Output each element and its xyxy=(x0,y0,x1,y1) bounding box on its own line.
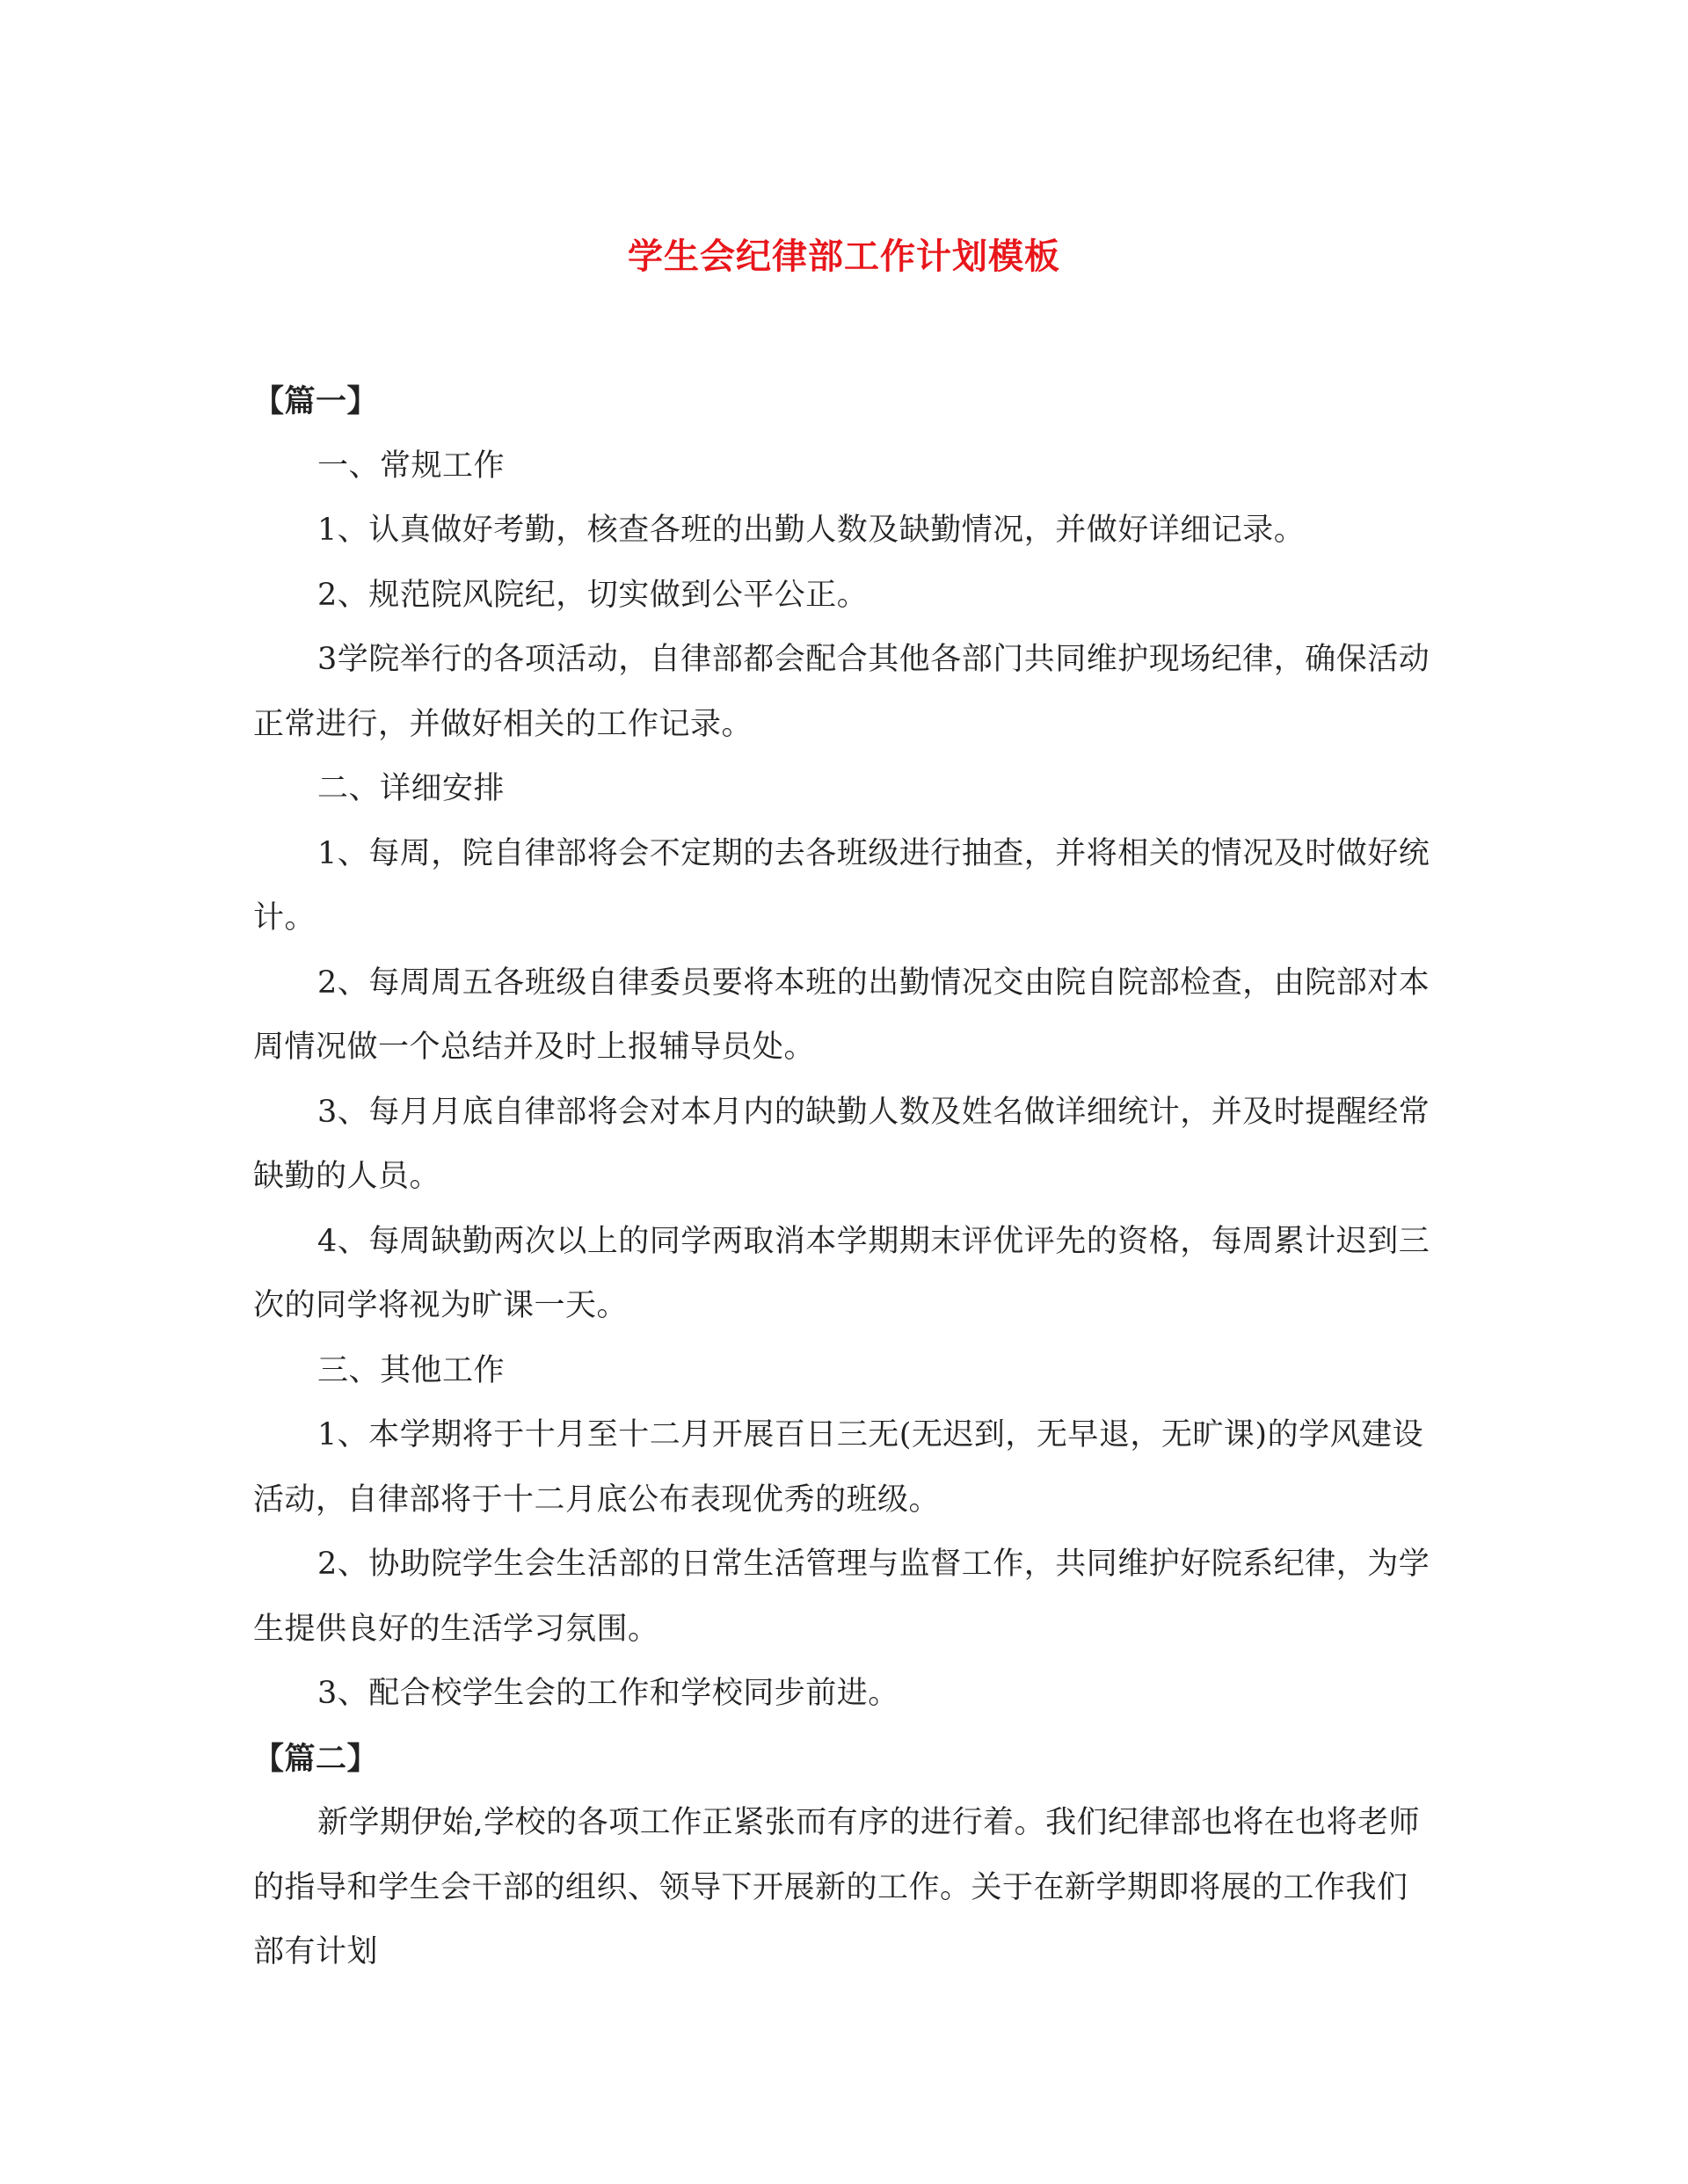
heading-detailed-arrangement: 二、详细安排 xyxy=(317,771,506,806)
paragraph-item: 3、每月月底自律部将会对本月内的缺勤人数及姓名做详细统计，并及时提醒经常缺勤的人员。 xyxy=(253,1094,1430,1194)
section-heading-part-two: 【篇二】 xyxy=(253,1740,379,1777)
paragraph-item: 2、规范院风院纪，切实做到公平公正。 xyxy=(317,577,869,613)
paragraph-item: 3学院举行的各项活动，自律部都会配合其他各部门共同维护现场纪律，确保活动正常进行，并做好相关的工作记录。 xyxy=(253,642,1430,742)
paragraph-item: 1、本学期将于十月至十二月开展百日三无(无迟到，无早退，无旷课)的学风建设活动，自律部将于十二月底公布表现优秀的班级。 xyxy=(253,1417,1424,1518)
section-heading-part-one: 【篇一】 xyxy=(253,383,379,419)
paragraph-item: 2、每周周五各班级自律委员要将本班的出勤情况交由院自院部检查，由院部对本周情况做一个总结并及时上报辅导员处。 xyxy=(253,965,1430,1065)
paragraph-item: 4、每周缺勤两次以上的同学两取消本学期期末评优评先的资格，每周累计迟到三次的同学将视为旷课一天。 xyxy=(253,1223,1430,1323)
heading-routine-work: 一、常规工作 xyxy=(317,448,506,484)
paragraph-item: 新学期伊始,学校的各项工作正紧张而有序的进行着。我们纪律部也将在也将老师的指导和学生会干部的组织、领导下开展新的工作。关于在新学期即将展的工作我们部有计划 xyxy=(253,1805,1421,1969)
paragraph-item: 1、认真做好考勤，核查各班的出勤人数及缺勤情况，并做好详细记录。 xyxy=(317,513,1306,548)
heading-other-work: 三、其他工作 xyxy=(317,1352,506,1388)
document-body xyxy=(253,369,1431,1985)
paragraph-item: 2、协助院学生会生活部的日常生活管理与监督工作，共同维护好院系纪律，为学生提供良好的生活学习氛围。 xyxy=(253,1547,1430,1647)
paragraph-item: 3、配合校学生会的工作和学校同步前进。 xyxy=(317,1676,899,1711)
paragraph-item: 1、每周，院自律部将会不定期的去各班级进行抽查，并将相关的情况及时做好统计。 xyxy=(253,835,1430,935)
document-title: 学生会纪律部工作计划模板 xyxy=(628,236,1060,277)
